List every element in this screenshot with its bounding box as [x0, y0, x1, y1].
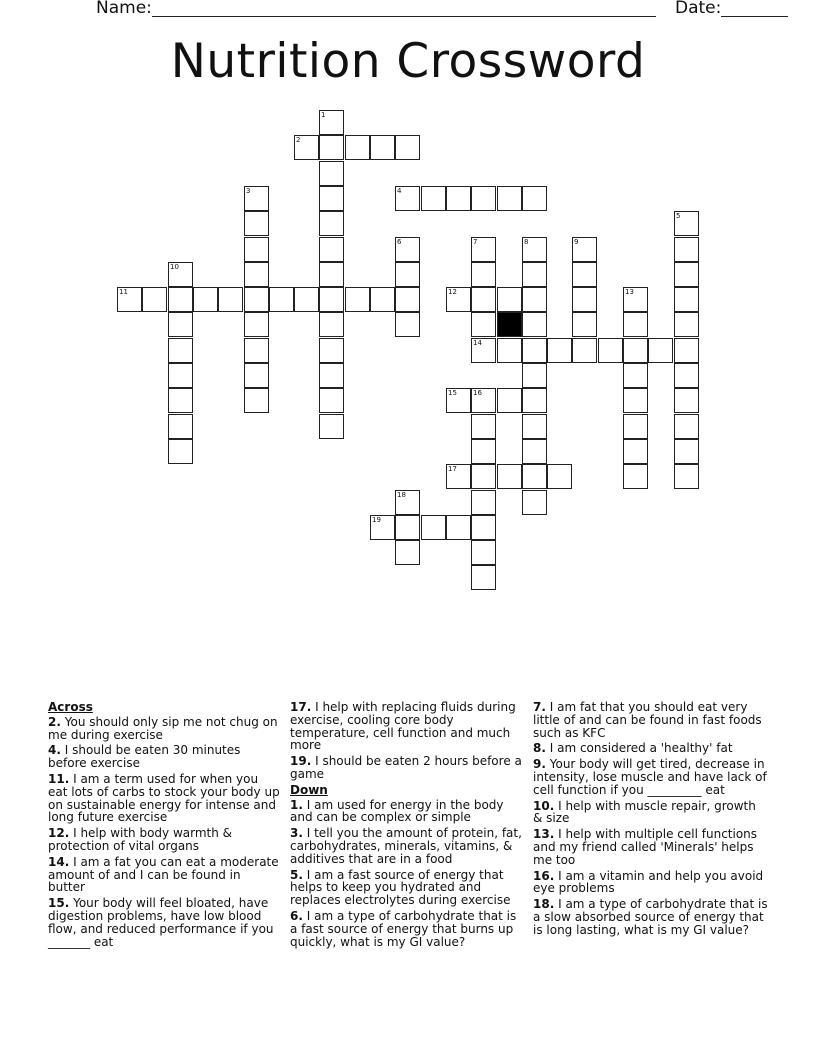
grid-cell[interactable]	[522, 414, 547, 439]
clue-across-12: 12. I help with body warmth & protection of vital organs	[48, 826, 233, 853]
grid-cell[interactable]	[522, 388, 547, 413]
grid-cell[interactable]	[522, 237, 547, 262]
grid-cell[interactable]	[168, 439, 193, 464]
grid-cell[interactable]	[446, 464, 471, 489]
grid-cell[interactable]	[244, 237, 269, 262]
clue-across-2: 2. You should only sip me not chug on me during exercise	[48, 714, 278, 742]
grid-cell[interactable]	[319, 262, 344, 287]
cell-number: 16	[473, 389, 482, 397]
grid-cell[interactable]	[471, 515, 496, 540]
clue-across-15: 15. Your body will feel bloated, have digestion problems, have low blood flow, and reduced performance if you _______ eat	[48, 896, 274, 949]
grid-cell[interactable]	[395, 515, 420, 540]
grid-cell[interactable]	[497, 338, 522, 363]
clue-down-8: 8. I am considered a 'healthy' fat	[533, 741, 733, 756]
grid-black-cell	[497, 312, 522, 337]
grid-cell[interactable]	[572, 287, 597, 312]
grid-cell[interactable]	[547, 338, 572, 363]
grid-cell[interactable]	[294, 287, 319, 312]
cell-number: 4	[397, 187, 402, 195]
grid-cell[interactable]	[319, 414, 344, 439]
grid-cell[interactable]	[497, 388, 522, 413]
grid-cell[interactable]	[421, 186, 446, 211]
grid-cell[interactable]	[522, 312, 547, 337]
grid-cell[interactable]	[522, 439, 547, 464]
grid-cell[interactable]	[370, 287, 395, 312]
grid-cell[interactable]	[319, 161, 344, 186]
cell-number: 6	[397, 238, 402, 246]
cell-number: 17	[448, 465, 457, 473]
grid-cell[interactable]	[244, 338, 269, 363]
grid-cell[interactable]	[395, 490, 420, 515]
clue-down-18: 18. I am a type of carbohydrate that is a slow absorbed source of energy that is long lasting, what is my GI value?	[533, 897, 768, 937]
grid-cell[interactable]	[522, 363, 547, 388]
page-title: Nutrition Crossword	[170, 34, 646, 89]
grid-cell[interactable]	[142, 287, 167, 312]
grid-cell[interactable]	[522, 464, 547, 489]
clue-down-5: 5. I am a fast source of energy that helps to keep you hydrated and replaces electrolytes during exercise	[290, 867, 511, 908]
clue-across-11: 11. I am a term used for when you eat lots of carbs to stock your body up on sustainable energy for intense and long future exercise	[48, 771, 280, 825]
grid-cell[interactable]	[674, 414, 699, 439]
grid-cell[interactable]	[648, 338, 673, 363]
grid-cell[interactable]	[319, 211, 344, 236]
grid-cell[interactable]	[244, 363, 269, 388]
grid-cell[interactable]	[623, 287, 648, 312]
grid-cell[interactable]	[421, 515, 446, 540]
grid-cell[interactable]	[395, 540, 420, 565]
cell-number: 12	[448, 288, 457, 296]
cell-number: 19	[372, 516, 381, 524]
down-heading: Down	[290, 782, 328, 797]
clue-down-9: 9. Your body will get tired, decrease in intensity, lose muscle and have lack of cell function if you _________ eat	[533, 757, 767, 797]
grid-cell[interactable]	[168, 312, 193, 337]
cell-number: 5	[676, 212, 681, 220]
grid-cell[interactable]	[471, 338, 496, 363]
grid-cell[interactable]	[471, 186, 496, 211]
grid-cell[interactable]	[471, 262, 496, 287]
grid-cell[interactable]	[572, 338, 597, 363]
grid-cell[interactable]	[623, 363, 648, 388]
grid-cell[interactable]	[522, 490, 547, 515]
grid-cell[interactable]	[623, 388, 648, 413]
grid-cell[interactable]	[623, 414, 648, 439]
clue-across-4: 4. I should be eaten 30 minutes before exercise	[48, 743, 241, 771]
grid-cell[interactable]	[218, 287, 243, 312]
grid-cell[interactable]	[497, 186, 522, 211]
cell-number: 2	[296, 136, 301, 144]
grid-cell[interactable]	[572, 262, 597, 287]
grid-cell[interactable]	[168, 338, 193, 363]
grid-cell[interactable]	[623, 312, 648, 337]
grid-cell[interactable]	[674, 211, 699, 236]
grid-cell[interactable]	[471, 540, 496, 565]
grid-cell[interactable]	[572, 237, 597, 262]
grid-cell[interactable]	[244, 388, 269, 413]
grid-cell[interactable]	[572, 312, 597, 337]
grid-cell[interactable]	[471, 287, 496, 312]
grid-cell[interactable]	[497, 287, 522, 312]
grid-cell[interactable]	[674, 287, 699, 312]
clue-down-1: 1. I am used for energy in the body and can be complex or simple	[290, 797, 504, 825]
clues-column-2	[290, 701, 524, 951]
grid-cell[interactable]	[623, 464, 648, 489]
grid-cell[interactable]	[471, 439, 496, 464]
grid-cell[interactable]	[244, 312, 269, 337]
clues-column-3	[533, 701, 768, 940]
clue-down-7: 7. I am fat that you should eat very little of and can be found in fast foods such as KFC	[533, 700, 762, 740]
grid-cell[interactable]	[244, 262, 269, 287]
clues-column-1	[48, 701, 280, 951]
grid-cell[interactable]	[319, 312, 344, 337]
grid-cell[interactable]	[446, 515, 471, 540]
cell-number: 14	[473, 339, 482, 347]
grid-cell[interactable]	[471, 565, 496, 590]
grid-cell[interactable]	[319, 110, 344, 135]
grid-cell[interactable]	[244, 211, 269, 236]
grid-cell[interactable]	[168, 414, 193, 439]
grid-cell[interactable]	[598, 338, 623, 363]
grid-cell[interactable]	[395, 287, 420, 312]
grid-cell[interactable]	[547, 464, 572, 489]
grid-cell[interactable]	[674, 388, 699, 413]
cell-number: 8	[524, 238, 529, 246]
clue-across-17: 17. I help with replacing fluids during exercise, cooling core body temperature, cell function and much more	[290, 700, 516, 753]
grid-cell[interactable]	[471, 237, 496, 262]
grid-cell[interactable]	[244, 287, 269, 312]
name-label: Name:	[96, 0, 152, 18]
grid-cell[interactable]	[319, 363, 344, 388]
grid-cell[interactable]	[168, 287, 193, 312]
grid-cell[interactable]	[269, 287, 294, 312]
grid-cell[interactable]	[345, 287, 370, 312]
grid-cell[interactable]	[471, 464, 496, 489]
cell-number: 15	[448, 389, 457, 397]
clue-across-19: 19. I should be eaten 2 hours before a game	[290, 754, 522, 781]
date-label: Date:	[675, 0, 722, 18]
grid-cell[interactable]	[117, 287, 142, 312]
grid-cell[interactable]	[319, 388, 344, 413]
grid-cell[interactable]	[674, 363, 699, 388]
grid-cell[interactable]	[471, 312, 496, 337]
across-heading: Across	[48, 700, 93, 714]
grid-cell[interactable]	[623, 338, 648, 363]
grid-cell[interactable]	[674, 262, 699, 287]
grid-cell[interactable]	[674, 439, 699, 464]
grid-cell[interactable]	[446, 287, 471, 312]
grid-cell[interactable]	[674, 464, 699, 489]
clue-down-3: 3. I tell you the amount of protein, fat, carbohydrates, minerals, vitamins, & additives that are in a food	[290, 826, 522, 866]
grid-cell[interactable]	[395, 135, 420, 160]
grid-cell[interactable]	[370, 135, 395, 160]
clue-across-14: 14. I am a fat you can eat a moderate amount of and I can be found in butter	[48, 854, 279, 895]
cell-number: 13	[625, 288, 634, 296]
clue-down-13: 13. I help with multiple cell functions and my friend called 'Minerals' helps me too	[533, 827, 758, 867]
grid-cell[interactable]	[168, 388, 193, 413]
grid-cell[interactable]	[319, 287, 344, 312]
cell-number: 10	[170, 263, 179, 271]
grid-cell[interactable]	[319, 237, 344, 262]
grid-cell[interactable]	[319, 186, 344, 211]
grid-cell[interactable]	[471, 388, 496, 413]
clue-down-16: 16. I am a vitamin and help you avoid eye problems	[533, 868, 764, 896]
grid-cell[interactable]	[294, 135, 319, 160]
cell-number: 18	[397, 491, 406, 499]
clue-down-10: 10. I help with muscle repair, growth & size	[533, 798, 756, 826]
grid-cell[interactable]	[623, 439, 648, 464]
grid-cell[interactable]	[522, 338, 547, 363]
grid-cell[interactable]	[395, 186, 420, 211]
grid-cell[interactable]	[319, 135, 344, 160]
grid-cell[interactable]	[395, 312, 420, 337]
grid-cell[interactable]	[471, 414, 496, 439]
grid-cell[interactable]	[522, 186, 547, 211]
grid-cell[interactable]	[674, 312, 699, 337]
clue-down-6: 6. I am a type of carbohydrate that is a fast source of energy that burns up quickly, what is my GI value?	[290, 908, 517, 949]
grid-cell[interactable]	[193, 287, 218, 312]
grid-cell[interactable]	[395, 262, 420, 287]
grid-cell[interactable]	[522, 287, 547, 312]
grid-cell[interactable]	[471, 490, 496, 515]
cell-number: 9	[574, 238, 579, 246]
cell-number: 7	[473, 238, 478, 246]
grid-cell[interactable]	[674, 338, 699, 363]
grid-cell[interactable]	[244, 186, 269, 211]
grid-cell[interactable]	[168, 262, 193, 287]
grid-cell[interactable]	[395, 237, 420, 262]
cell-number: 3	[246, 187, 251, 195]
cell-number: 11	[119, 288, 128, 296]
cell-number: 1	[321, 111, 326, 119]
grid-cell[interactable]	[345, 135, 370, 160]
grid-cell[interactable]	[497, 464, 522, 489]
grid-cell[interactable]	[168, 363, 193, 388]
grid-cell[interactable]	[446, 186, 471, 211]
grid-cell[interactable]	[319, 338, 344, 363]
grid-cell[interactable]	[370, 515, 395, 540]
grid-cell[interactable]	[674, 237, 699, 262]
grid-cell[interactable]	[446, 388, 471, 413]
grid-cell[interactable]	[522, 262, 547, 287]
